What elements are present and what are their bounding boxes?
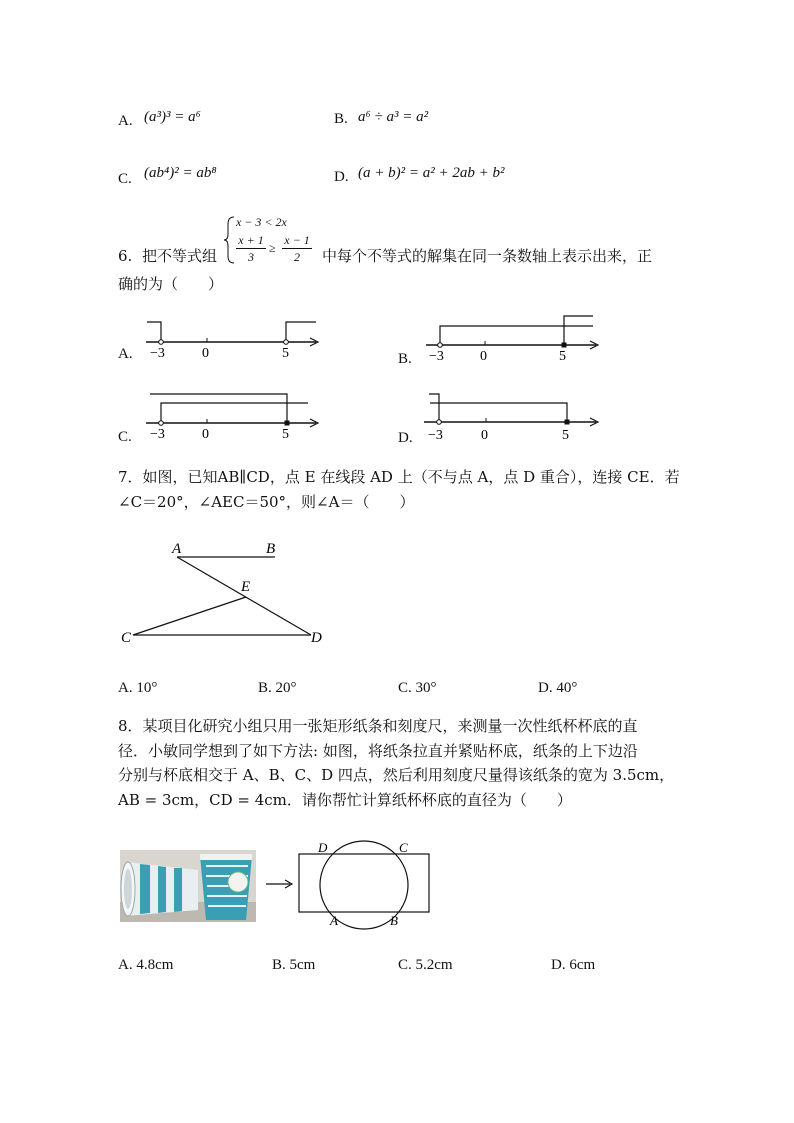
q8-option-c: C. 5.2cm [398,957,453,973]
point-a-label: A [330,913,338,928]
tick-label-5: 5 [282,346,289,361]
tick-label-0: 0 [202,427,209,442]
arrow-right-icon [266,878,296,890]
q6-frac1-num: x + 1 [238,233,264,247]
paper-cup-photo [120,850,256,922]
q5-option-a-expr: (a³)³ = a⁶ [144,109,201,125]
tick-label-0: 0 [202,346,209,361]
q8-figure [298,838,438,928]
q6-frac2-bar [282,248,312,249]
q8-stem-line3: 分别与杯底相交于 A、B、C、D 四点，然后利用刻度尺量得该纸条的宽为 3.5cm， [118,766,675,784]
q5-option-d-expr: (a + b)² = a² + 2ab + b² [358,165,505,181]
paper-strip [299,854,429,912]
q5-option-b-expr: a⁶ ÷ a³ = a² [358,109,429,125]
q7-stem-line2: ∠C＝20°，∠AEC＝50°，则∠A＝（ ） [118,493,415,511]
q7-option-d: D. 40° [538,680,578,696]
q6-numberline-d [420,390,620,443]
tick-label-5: 5 [282,427,289,442]
tick-label-neg3: −3 [150,427,165,442]
standing-cup-image [200,854,252,920]
point-d-label: D [311,630,322,646]
q6-frac1-bar [236,248,266,249]
point-b-label: B [266,541,276,557]
q8-option-b: B. 5cm [272,957,316,973]
tick-label-0: 0 [480,349,487,364]
q6-text-before: 把不等式组 [142,247,218,265]
point-c-label: C [399,840,408,855]
point-c-label: C [121,630,132,646]
q6-number: 6. [118,247,133,265]
point-a-label: A [172,541,182,557]
q8-stem-line2: 径．小敏同学想到了如下方法: 如图，将纸条拉直并紧贴杯底，纸条的上下边沿 [118,742,638,760]
q5-option-a-label: A. [118,113,133,129]
point-b-label: B [390,913,398,928]
q6-numberline-c [140,392,340,442]
q6-system-line1: x − 3 < 2x [236,215,287,229]
q6-frac2-den: 2 [294,250,300,264]
lying-cup-image [121,862,198,916]
q5-option-c-expr: (ab⁴)² = ab⁸ [144,165,217,181]
tick-label-5: 5 [559,349,566,364]
q7-figure [115,535,335,655]
q7-option-c: C. 30° [398,680,437,696]
q8-stem-line4: AB = 3cm，CD = 4cm．请你帮忙计算纸杯杯底的直径为（ ） [118,791,572,809]
q6-frac2-num: x − 1 [284,233,310,247]
q6-numberline-b [420,315,620,365]
q6-system-op: ≥ [269,241,276,255]
q6-option-a-label: A. [118,346,133,362]
tick-label-0: 0 [481,428,488,443]
q5-option-c-label: C. [118,171,132,187]
q6-option-c-label: C. [118,429,132,445]
q5-option-b-label: B. [334,111,348,127]
q6-text-line2: 确的为（ ） [118,275,224,293]
q8-option-d: D. 6cm [551,957,596,973]
q6-text-after: 中每个不等式的解集在同一条数轴上表示出来，正 [322,247,653,265]
q8-option-a: A. 4.8cm [118,957,174,973]
q6-numberline-a [140,316,340,366]
q7-option-b: B. 20° [258,680,297,696]
tick-label-5: 5 [562,428,569,443]
q6-option-d-label: D. [398,430,413,446]
q7-option-a: A. 10° [118,680,158,696]
q7-stem-line1: 7．如图，已知AB∥CD，点 E 在线段 AD 上（不与点 A，点 D 重合），连接 CE．若 [118,468,680,486]
q6-frac1-den: 3 [248,250,254,264]
point-e-label: E [241,579,251,595]
q6-option-b-label: B. [398,351,412,367]
q5-option-d-label: D. [334,169,349,185]
q8-stem-line1: 8．某项目化研究小组只用一张矩形纸条和刻度尺，来测量一次性纸杯杯底的直 [118,717,638,735]
point-d-label: D [318,840,328,855]
tick-label-neg3: −3 [429,349,444,364]
tick-label-neg3: −3 [428,428,443,443]
tick-label-neg3: −3 [150,346,165,361]
